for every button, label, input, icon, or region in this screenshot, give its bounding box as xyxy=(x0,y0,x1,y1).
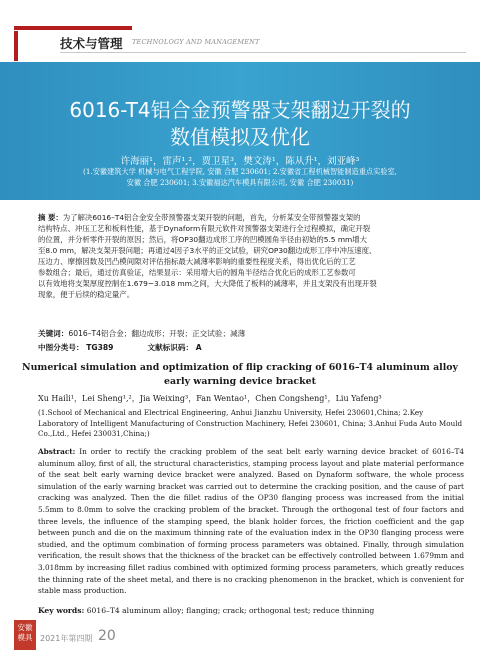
clc-number: 中图分类号： TG389 xyxy=(38,343,114,352)
abstract-en-text: In order to rectify the cracking problem of the seat belt early warning device bracket of 6016–T4 aluminum alloy, first of all, the structural characteristics, stamping process layout and plate material performance of the seat belt early warning device bracket were analyzed. Based on Dynaform software, the whole process simulation of the early warning bracket was carried out to determine the cracking position, and the cause of part cracking was analyzed. Then the die fillet radius of the OP30 flanging process was increased from the initial 5.5mm to 8.0mm to solve the cracking problem of the bracket. Through the orthogonal test of four factors and three levels, the influence of the stamping speed, the blank holder forces, the friction coefficient and the gap between punch and die on the maximum thinning rate of the evaluation index in the OP30 flanging process were studied, and the optimum combination of forming process parameters was obtained. Finally, through simulation verification, the result shows that the thickness of the bracket can be effectively controlled between 1.679mm and 3.018mm by increasing fillet radius combined with optimized forming process parameters, which greatly reduces the thinning rate of the sheet metal, and there is no cracking phenomenon in the bracket, which is convenient for stable mass production. xyxy=(38,447,464,596)
abstract-zh-line: 现象，便于后续的稳定量产。 xyxy=(38,290,135,299)
header-accent-bar xyxy=(14,26,132,30)
keywords-en xyxy=(38,605,464,616)
paper-title-en-line-1: Numerical simulation and optimization of flip cracking of 6016–T4 aluminum alloy xyxy=(22,362,458,373)
keywords-zh-label: 关键词： xyxy=(38,329,69,338)
abstract-zh-line: 结构特点、冲压工艺和板料性能，基于Dynaform有限元软件对预警器支架进行全过程模拟，确定开裂 xyxy=(38,224,371,233)
issue-label: 2021年第四期 xyxy=(40,634,93,643)
paper-title-en-line-2: early warning device bracket xyxy=(164,376,316,387)
abstract-zh-line: 以有效地将支架厚度控制在1.679~3.018 mm之间，大大降低了板料的减薄率，并且支架没有出现开裂 xyxy=(38,279,377,288)
abstract-zh-line: 压边力、摩擦因数及凹凸模间隙对评估指标最大减薄率影响的重要性程度关系，得出优化后的工艺 xyxy=(38,257,356,266)
authors-en: Xu Haili¹，Lei Sheng¹,²，Jia Weixing³，Fan Wentao¹，Chen Congsheng¹，Liu Yafeng³ xyxy=(38,394,382,403)
paper-title-line-1: 6016-T4铝合金预警器支架翻边开裂的 xyxy=(69,98,411,122)
abstract-zh-line: 的位置，并分析零件开裂的原因；然后，将OP30翻边成形工序的凹模圆角半径由初始的5.5 mm增大 xyxy=(38,235,368,244)
abstract-zh-line: 参数组合；最后，通过仿真验证，结果显示：采用增大后的圆角半径结合优化后的成形工艺参数可 xyxy=(38,268,356,277)
journal-badge-text: 安徽 模具 xyxy=(17,623,33,642)
keywords-zh-value: 6016–T4铝合金；翻边成形；开裂；正交试验；减薄 xyxy=(68,329,246,338)
section-title-en: TECHNOLOGY AND MANAGEMENT xyxy=(132,38,260,46)
paper-title-line-2: 数值模拟及优化 xyxy=(170,125,310,149)
abstract-zh xyxy=(38,212,464,300)
document-code: 文献标识码： A xyxy=(147,343,202,352)
page-number: 20 xyxy=(98,628,116,644)
affiliations-zh-line-1: (1.安徽建筑大学 机械与电气工程学院, 安徽 合肥 230601; 2.安徽省工程机械智能制造重点实验室, xyxy=(83,167,397,176)
affiliations-zh-line-2: 安徽 合肥 230601; 3.安徽福达汽车模具有限公司, 安徽 合肥 230031) xyxy=(126,178,354,187)
authors-zh: 许海丽¹，雷声¹,²，贾卫星³，樊文涛¹，陈从升¹，刘亚峰³ xyxy=(120,156,360,167)
abstract-zh-line: 为了解决6016–T4铝合金安全带预警器支架开裂的问题，首先，分析某安全带预警器支架的 xyxy=(62,213,361,222)
classification-zh xyxy=(38,342,464,353)
abstract-zh-label: 摘 要： xyxy=(38,213,63,222)
keywords-en-value: 6016–T4 aluminum alloy; flanging; crack; orthogonal test; reduce thinning xyxy=(84,606,375,615)
header-accent-bar-vertical xyxy=(14,31,18,61)
abstract-en xyxy=(38,446,464,597)
keywords-en-label: Key words: xyxy=(38,606,85,615)
header-divider xyxy=(60,52,466,53)
abstract-zh-line: 至8.0 mm，解决支架开裂问题；再通过4因子3水平的正交试验，研究OP30翻边成形工序中冲压速度、 xyxy=(38,246,377,255)
affiliations-en: (1.School of Mechanical and Electrical Engineering, Anhui Jianzhu University, Hefei 230601,China; 2.Key Laboratory of Intelligent Manufacturing of Construction Machinery, Hefei 230601, China; 3.Anhui Fuda Auto Mould Co.,Ltd., Hefei 230031,China;) xyxy=(38,408,463,438)
abstract-en-label: Abstract: xyxy=(38,447,76,456)
keywords-zh xyxy=(38,328,464,339)
section-title-zh: 技术与管理 xyxy=(60,36,123,51)
